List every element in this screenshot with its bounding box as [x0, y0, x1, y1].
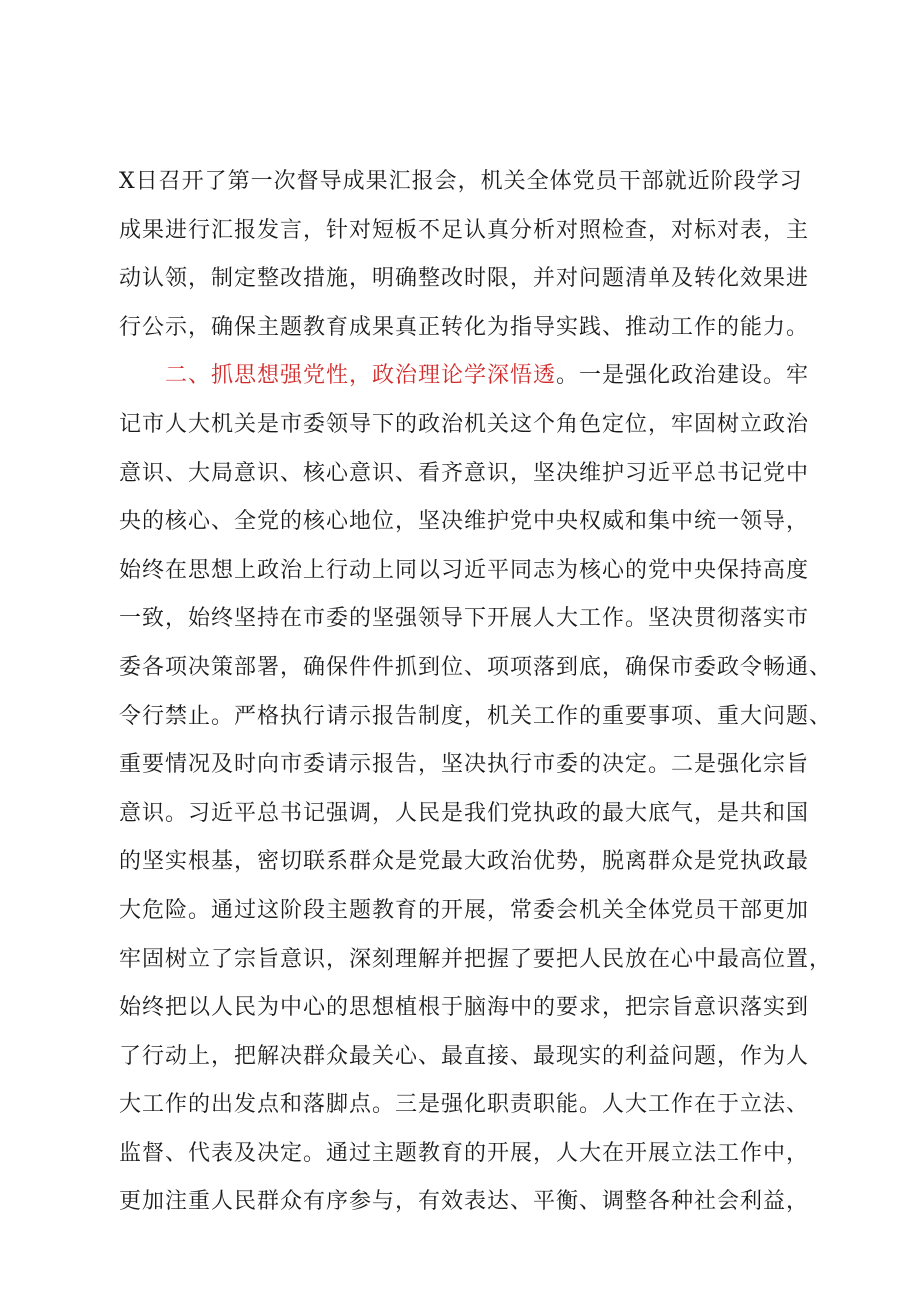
text-line: 了行动上，把解决群众最关心、最直接、最现实的利益问题，作为人 [119, 1043, 810, 1069]
text-line: 的坚实根基，密切联系群众是党最大政治优势，脱离群众是党执政最 [119, 849, 810, 875]
text-line: 一致，始终坚持在市委的坚强领导下开展人大工作。坚决贯彻落实市 [119, 606, 810, 632]
document-body [119, 158, 833, 1227]
text-line: 始终把以人民为中心的思想植根于脑海中的要求，把宗旨意识落实到 [119, 995, 810, 1021]
text-span: 。一是强化政治建设。牢 [556, 363, 810, 389]
text-line: 大工作的出发点和落脚点。三是强化职责职能。人大工作在于立法、 [119, 1092, 810, 1118]
text-line: 更加注重人民群众有序参与，有效表达、平衡、调整各种社会利益， [119, 1189, 810, 1215]
text-line: 成果进行汇报发言，针对短板不足认真分析对照检查，对标对表，主 [119, 217, 810, 243]
text-line: 牢固树立了宗旨意识，深刻理解并把握了要把人民放在心中最高位置， [119, 946, 833, 972]
text-line: 行公示，确保主题教育成果真正转化为指导实践、推动工作的能力。 [119, 314, 810, 340]
text-line: 意识、大局意识、核心意识、看齐意识，坚决维护习近平总书记党中 [119, 460, 810, 486]
text-line: 记市人大机关是市委领导下的政治机关这个角色定位，牢固树立政治 [119, 411, 810, 437]
text-line: X日召开了第一次督导成果汇报会，机关全体党员干部就近阶段学习 [119, 169, 803, 194]
text-line: 动认领，制定整改措施，明确整改时限，并对问题清单及转化效果进 [119, 266, 810, 292]
text-line: 令行禁止。严格执行请示报告制度，机关工作的重要事项、重大问题、 [119, 703, 833, 729]
text-line: 监督、代表及决定。通过主题教育的开展，人大在开展立法工作中， [119, 1140, 810, 1166]
text-line: 央的核心、全党的核心地位，坚决维护党中央权威和集中统一领导， [119, 509, 810, 535]
text-line: 始终在思想上政治上行动上同以习近平同志为核心的党中央保持高度 [119, 557, 810, 583]
text-line: 重要情况及时向市委请示报告，坚决执行市委的决定。二是强化宗旨 [119, 752, 810, 778]
section-heading: 二、抓思想强党性，政治理论学深悟透 [165, 363, 557, 389]
text-line: 委各项决策部署，确保件件抓到位、项项落到底，确保市委政令畅通、 [119, 654, 833, 680]
paragraph-first-line [119, 352, 809, 401]
text-line: 意识。习近平总书记强调，人民是我们党执政的最大底气，是共和国 [119, 800, 810, 826]
text-line: 大危险。通过这阶段主题教育的开展，常委会机关全体党员干部更加 [119, 897, 810, 923]
